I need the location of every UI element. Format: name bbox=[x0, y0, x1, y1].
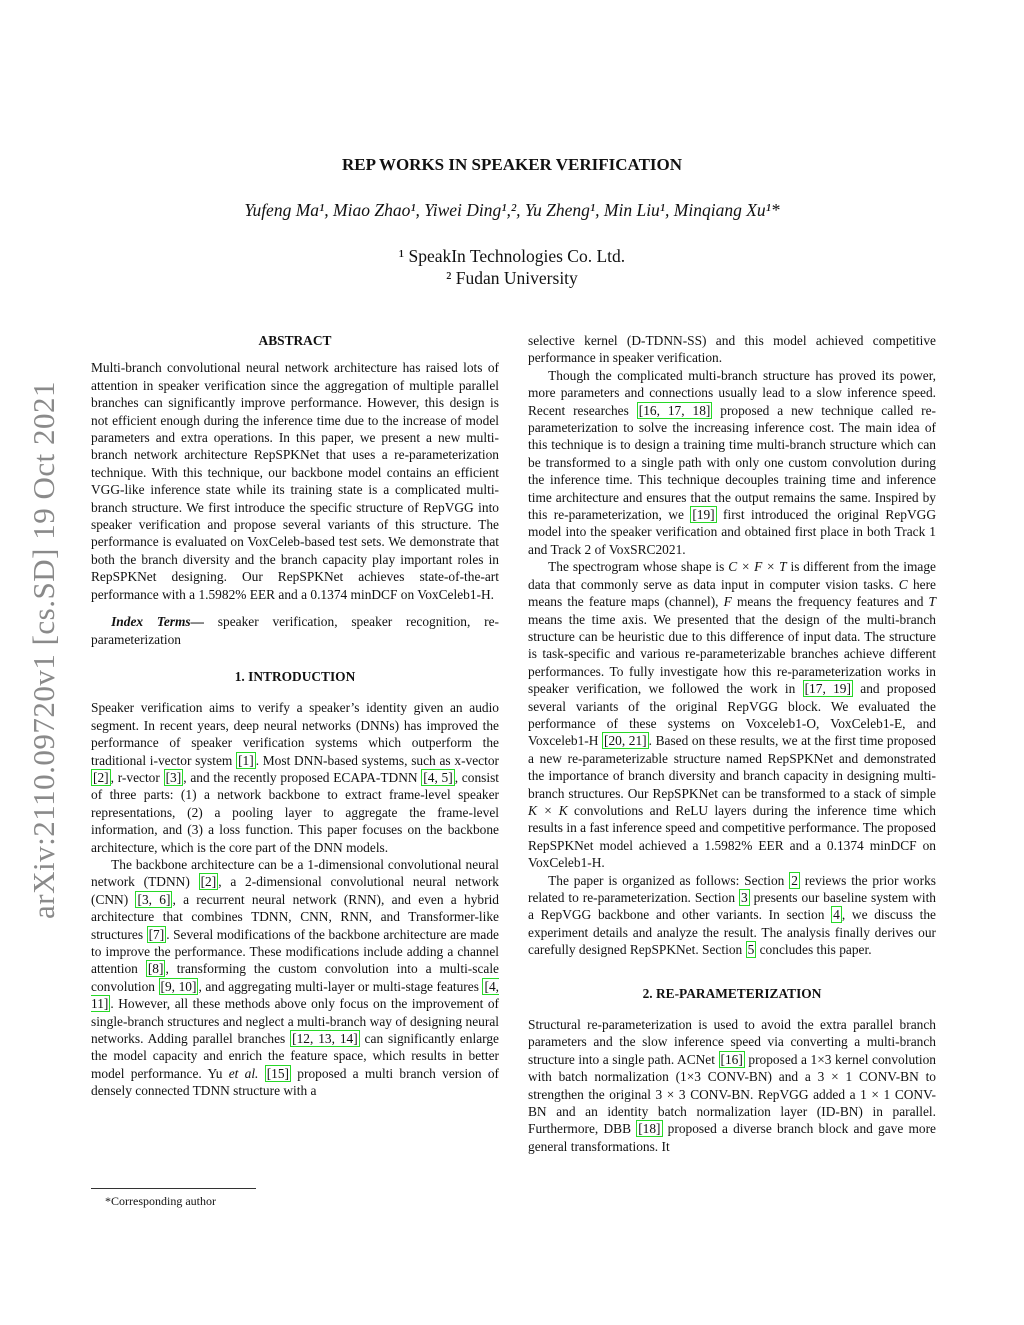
index-terms: Index Terms— speaker verification, speaker recognition, re-parameterization bbox=[91, 614, 499, 647]
citation-link[interactable]: [2] bbox=[93, 769, 109, 785]
intro-paragraph-4: Though the complicated multi-branch structure has proved its power, more parameters and connections usually lead to a slow inference speed. Recent researches [16, 17, 18] proposed a new technique called re-parameterization to solve the increasing inference cost. The main idea of this technique is to design a training time multi-branch structure which can be transformed to a single path with only one custom convolution during the inference time. This technique decouples training time and inference time architecture and ensures that the output remains the same. Inspired by this re-parameterization, we [19] first introduced the original RepVGG model into the speaker verification and obtained first place in both Track 1 and Track 2 of VoxSRC2021. bbox=[528, 367, 936, 557]
citation-link[interactable]: [4, 11] bbox=[91, 978, 499, 1012]
citation-link[interactable]: [3] bbox=[165, 769, 182, 785]
reparam-paragraph-1: Structural re-parameterization is used to avoid the extra parallel branch parameters and the slow inference speed via converting a multi-branch structure into a single path. ACNet [16] proposed a 1×3 kernel convolution with batch normalization (1×3 CONV-BN) and a 3 × 1 CONV-BN to strengthen the original 3 × 3 CONV-BN. RepVGG added a 1 × 1 CONV-BN and an identity batch normalization layer (ID-BN) in parallel. Furthermore, DBB [18] proposed a diverse branch block and gave more general transformations. It bbox=[528, 1017, 936, 1154]
section-link[interactable]: 4 bbox=[833, 907, 840, 923]
citation-link[interactable]: [3, 6] bbox=[137, 891, 171, 907]
footnote-rule bbox=[91, 1188, 256, 1189]
intro-paragraph-2: The backbone architecture can be a 1-dimensional convolutional neural network (TDNN) [2] , a 2-dimensional convolutional neural network (CNN) [3, 6] , a recurrent neural network (RNN), and even a hybrid architecture that combines TDNN, CNN, RNN, and Transformer-like structures [7] . Several modifications of the backbone architecture are made to improve the performance. These modifications include adding a channel attention [8] , transforming the custom convolution into a multi-scale convolution [9, 10] , and aggregating multi-layer or multi-stage features [4, 11] . However, all these methods above only focus on the improvement of single-branch structures and neglect a multi-branch way of designing neural networks. Adding parallel branches [12, 13, 14] can significantly enlarge the model capacity and enrich the feature space, which results in better model performance. Yu et al. [15] proposed a multi branch version of densely connected TDNN structure with a bbox=[91, 856, 500, 1099]
citation-link[interactable]: [2] bbox=[200, 874, 217, 890]
abstract-text: Multi-branch convolutional neural network architecture has raised lots of attention in speaker verification since the aggregation of multiple parallel branches can significantly improve performance. However, this design is not efficient enough during the inference time due to the increase of model parameters and extra operations. In this paper, we present a new multi-branch network architecture RepSPKNet that uses a re-parameterization technique. With this technique, our backbone model contains an efficient VGG-like inference state while its training state is a complicated multi-branch structure. We first introduce the specific structure of RepVGG into speaker verification and propose several variants of this structure. The performance is evaluated on VoxCeleb-based test sets. We demonstrate that both the branch diversity and the branch capacity play important roles in RepSPKNet designing. Our RepSPKNet achieves state-of-the-art performance with a 1.5982% EER and a 0.1374 minDCF on VoxCeleb1-H. bbox=[91, 360, 499, 602]
right-column bbox=[528, 332, 936, 1155]
section-link[interactable]: 5 bbox=[747, 942, 755, 958]
affiliation-1: ¹ SpeakIn Technologies Co. Ltd. bbox=[398, 246, 626, 266]
left-column bbox=[91, 332, 499, 1100]
citation-link[interactable]: [8] bbox=[147, 961, 164, 977]
citation-link[interactable]: [15] bbox=[266, 1065, 290, 1081]
paper-title: REP WORKS IN SPEAKER VERIFICATION bbox=[341, 155, 683, 174]
intro-paragraph-6: The paper is organized as follows: Section 2 reviews the prior works related to re-parameterization. Section 3 presents our baseline system with a RepVGG backbone and other variants. In section 4 , we discuss the experiment details and analyze the result. The analysis finally derives our carefully designed RepSPKNet. Section 5 concludes this paper. bbox=[528, 872, 937, 958]
intro-paragraph-1: Speaker verification aims to verify a speaker’s identity given an audio segment. In recent years, deep neural networks (DNNs) has improved the performance of speaker verification systems which outperform the traditional i-vector system [1] . Most DNN-based systems, such as x-vector [2] , r-vector [3] , and the recently proposed ECAPA-TDNN [4, 5] , consist of three parts: (1) a network backbone to extract frame-level speaker representations, (2) a pooling layer to aggregate the frame-level information, and (3) a loss function. This paper focuses on the backbone architecture, which is the core part of the DNN models. bbox=[91, 700, 499, 855]
abstract-heading: ABSTRACT bbox=[258, 333, 332, 348]
arxiv-id: arXiv:2110.09720v1 [cs.SD] 19 Oct 2021 bbox=[26, 381, 61, 919]
section-link[interactable]: 2 bbox=[791, 872, 798, 888]
affiliations bbox=[0, 245, 1024, 289]
affiliation-2: ² Fudan University bbox=[446, 268, 578, 288]
citation-link[interactable]: [4, 5] bbox=[423, 769, 453, 785]
citation-link[interactable]: [17, 19] bbox=[804, 681, 851, 697]
intro-paragraph-3: selective kernel (D-TDNN-SS) and this model achieved competitive performance in speaker verification. bbox=[528, 333, 936, 366]
section-link[interactable]: 3 bbox=[740, 890, 748, 905]
footnote: *Corresponding author bbox=[105, 1194, 216, 1208]
citation-link[interactable]: [7] bbox=[148, 926, 165, 942]
citation-link[interactable]: [19] bbox=[692, 507, 715, 523]
citation-link[interactable]: [16, 17, 18] bbox=[638, 402, 711, 418]
citation-link[interactable]: [16] bbox=[720, 1051, 743, 1067]
citation-link[interactable]: [20, 21] bbox=[604, 733, 647, 749]
section-2-heading: 2. RE-PARAMETERIZATION bbox=[642, 985, 822, 1001]
citation-link[interactable]: [1] bbox=[238, 752, 254, 768]
citation-link[interactable]: [18] bbox=[638, 1121, 661, 1137]
citation-link[interactable]: [9, 10] bbox=[160, 978, 197, 994]
index-terms-label: Index Terms— bbox=[111, 614, 204, 630]
author-list: Yufeng Ma¹, Miao Zhao¹, Yiwei Ding¹,², Yu Zheng¹, Min Liu¹, Minqiang Xu¹* bbox=[244, 200, 780, 220]
arxiv-stamp bbox=[22, 360, 66, 940]
section-1-heading: 1. INTRODUCTION bbox=[234, 668, 356, 684]
citation-link[interactable]: [12, 13, 14] bbox=[292, 1031, 358, 1047]
intro-paragraph-5: The spectrogram whose shape is C × F × T is different from the image data that commonly serve as data input in computer vision tasks. C here means the feature maps (channel), F means the frequency features and T means the time axis. We presented that the design of the multi-branch structure can be heuristic due to this difference of input data. The structure is task-specific and various re-parameterizable branches achieve different performances. To fully investigate how this re-parameterization works in speaker verification, we followed the work in [17, 19] and proposed several variants of the original RepVGG block. We evaluated the performance of these systems on Voxceleb1-O, VoxCeleb1-E, and Voxceleb1-H [20, 21] . Based on these results, we at the first time proposed a new re-parameterizable structure named RepSPKNet and demonstrated the importance of branch diversity and branch capacity in designing multi-branch structures. Our RepSPKNet can be transformed to a stack of simple K × K convolutions and ReLU layers during the inference time which results in a fast inference speed and competitive performance. The proposed RepSPKNet model achieved a 1.5982% EER and a 0.1374 minDCF on VoxCeleb1-H. bbox=[528, 559, 937, 871]
